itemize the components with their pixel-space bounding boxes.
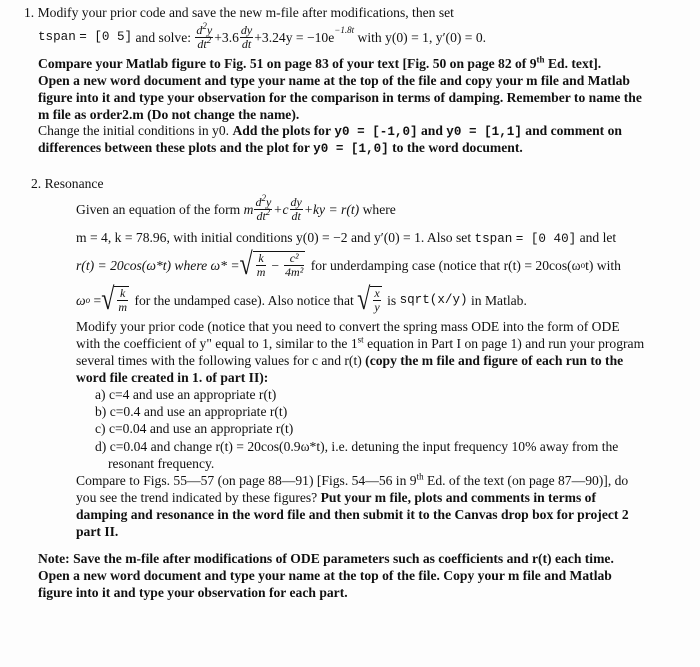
q1-line-3: Compare your Matlab figure to Fig. 51 on page 83 of your text [Fig. 50 on page 82 of 9th Ed. text]. bbox=[38, 54, 602, 71]
q1-line-1: 1. Modify your prior code and save the new m-file after modifications, then set bbox=[24, 5, 454, 20]
xy-sqrt: √ $\frac{x}{y}$ bbox=[357, 283, 380, 317]
note-line-2: Open a new word document and type your name at the top of the file. Copy your m file and Matlab bbox=[38, 568, 612, 583]
q2-first-derivative-fraction: $\frac{dy}{dt}$ bbox=[290, 194, 302, 223]
second-derivative-fraction: $\frac{d^2y}{dt^2}$ bbox=[196, 20, 213, 51]
list-item-d: d) c=0.04 and change r(t) = 20cos(0.9ω*t), i.e. detuning the input frequency 10% away from the bbox=[95, 439, 619, 454]
list-item-a: a) c=4 and use an appropriate r(t) bbox=[95, 387, 277, 402]
list-item-c: c) c=0.04 and use an appropriate r(t) bbox=[95, 421, 294, 436]
tspan-label-2: tspan bbox=[474, 232, 513, 246]
omega-sqrt: √ $\frac{k}{m}$ − $\frac{\text{c²}}{\text{4m²}}$ bbox=[239, 248, 304, 282]
q2-title: 2. Resonance bbox=[31, 176, 104, 191]
q2-omega-line: r(t) = 20cos(ω*t) where ω* = √ $\frac{k}{m}$ − $\frac{\text{c²}}{\text{4m²}}$ for underdamping case (notice that r(t) = 20cos(ω o t) with bbox=[76, 248, 621, 282]
tspan-label: tspan bbox=[38, 29, 76, 44]
first-derivative-fraction: $\frac{dy}{dt}$ bbox=[240, 22, 253, 51]
q2-compare-1: Compare to Figs. 55—57 (on page 88—91) [Figs. 54—56 in 9th Ed. of the text (on page 87—90)], do bbox=[76, 471, 629, 488]
q1-line-6: m file as order2.m (Do not change the name). bbox=[38, 107, 300, 122]
q2-second-derivative-fraction: $\frac{d^2y}{dt^2}$ bbox=[255, 192, 272, 223]
q2-omega-o-line: ω o = √ $\frac{k}{m}$ for the undamped case). Also notice that √ $\frac{x}{y}$ is sqrt(x/y) in Matlab. bbox=[76, 283, 527, 317]
q1-line-7: Change the initial conditions in y0. Add the plots for y0 = [-1,0] and y0 = [1,1] and comment on bbox=[38, 123, 622, 139]
list-item-b: b) c=0.4 and use an appropriate r(t) bbox=[95, 404, 288, 419]
q2-para-3: several times with the following values for c and r(t) (copy the m file and figure of each run to the bbox=[76, 353, 624, 368]
y0-code-3: y0 = [1,0] bbox=[313, 142, 389, 156]
q2-compare-3: damping and resonance in the word file and then submit it to the Canvas drop box for project 2 bbox=[76, 507, 629, 522]
list-item-d-continued: resonant frequency. bbox=[108, 456, 215, 471]
tspan-value-2: = [0 40] bbox=[515, 232, 577, 246]
q2-params-line: m = 4, k = 78.96, with initial conditions y(0) = −2 and y′(0) = 1. Also set tspan = [0 40] and let bbox=[76, 230, 617, 246]
tspan-value: = [0 5] bbox=[79, 29, 133, 44]
q2-para-4: word file created in 1. of part II): bbox=[76, 370, 269, 385]
eq-rest: +3.24y = −10e bbox=[254, 29, 335, 45]
y0-code-2: y0 = [1,1] bbox=[446, 125, 522, 139]
q1-equation-line: tspan = [0 5] and solve: $\frac{d^2y}{dt^2}$ +3.6 $\frac{dy}{dt}$ +3.24y = −10e $^{-1.8t}$ with y(0) = 1, y′(0) = 0. bbox=[38, 20, 487, 51]
eq-term-1: +3.6 bbox=[214, 29, 239, 45]
initial-conditions: with y(0) = 1, y′(0) = 0. bbox=[357, 29, 487, 45]
q1-line-4: Open a new word document and type your name at the top of the file and copy your m file and Matlab bbox=[38, 73, 630, 88]
q2-para-1: Modify your prior code (notice that you need to convert the spring mass ODE into the form of ODE bbox=[76, 319, 620, 334]
and-solve-text: and solve: bbox=[135, 29, 192, 45]
q2-compare-4: part II. bbox=[76, 524, 119, 539]
note-line-1: Note: Save the m-file after modifications of ODE parameters such as coefficients and r(t) each time. bbox=[38, 551, 614, 566]
q2-compare-2: you see the trend indicated by these figures? Put your m file, plots and comments in terms of bbox=[76, 490, 596, 505]
q2-para-2: with the coefficient of y" equal to 1, similar to the 1st equation in Part I on page 1) and run your program bbox=[76, 334, 645, 351]
q1-line-8: differences between these plots and the plot for y0 = [1,0] to the word document. bbox=[38, 140, 523, 156]
note-line-3: figure into it and type your observation for each part. bbox=[38, 585, 348, 600]
q1-line-5: figure into it and type your observation for the comparison in terms of damping. Remember to name the bbox=[38, 90, 642, 105]
q2-equation-line: Given an equation of the form m $\frac{d^2y}{dt^2}$ +c $\frac{dy}{dt}$ +ky = r(t) where bbox=[76, 192, 396, 223]
omega-o-sqrt: √ $\frac{k}{m}$ bbox=[101, 283, 128, 317]
y0-code-1: y0 = [-1,0] bbox=[334, 125, 418, 139]
sqrt-code: sqrt(x/y) bbox=[399, 292, 468, 307]
